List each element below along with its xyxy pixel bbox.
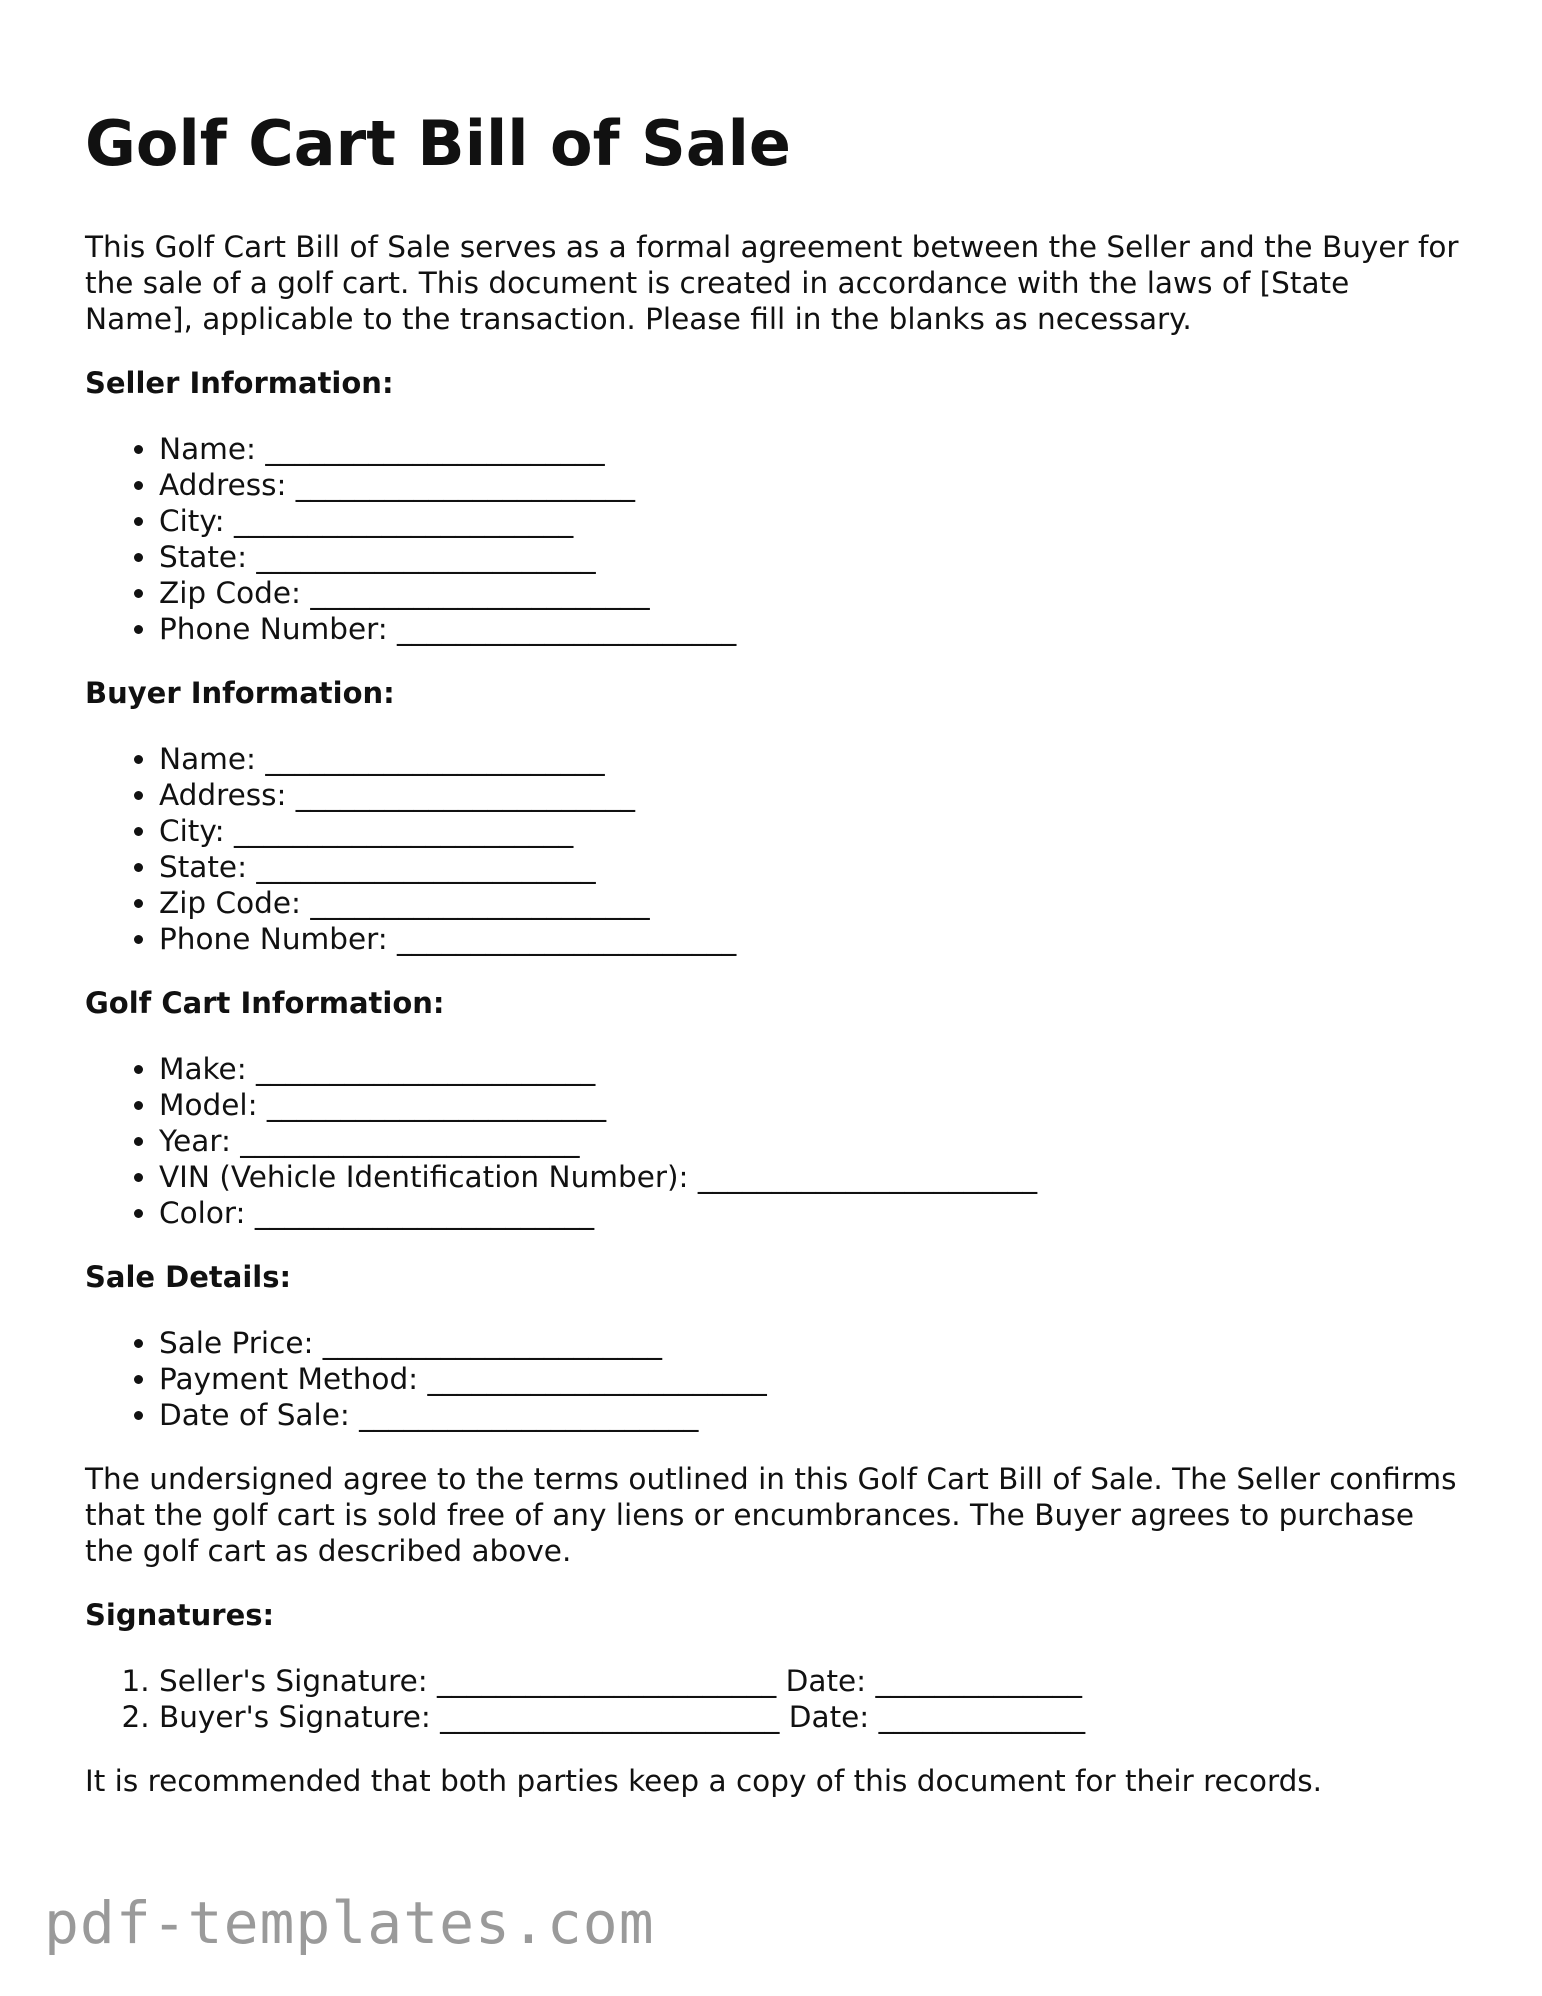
seller-city-field: • City: _______________________	[159, 503, 1465, 539]
watermark: pdf-templates.com	[44, 1889, 655, 1957]
seller-heading: Seller Information:	[85, 366, 394, 400]
document-title: Golf Cart Bill of Sale	[85, 107, 791, 180]
cart-vin-field: • VIN (Vehicle Identification Number): _______________________	[159, 1159, 1465, 1195]
date-of-sale-field: • Date of Sale: _______________________	[159, 1397, 1465, 1433]
buyer-phone-field: • Phone Number: _______________________	[159, 921, 1465, 957]
buyer-city-field: • City: _______________________	[159, 813, 1465, 849]
cart-year-field: • Year: _______________________	[159, 1123, 1465, 1159]
agreement-paragraph: The undersigned agree to the terms outlined in this Golf Cart Bill of Sale. The Seller confirms that the golf cart is sold free of any liens or encumbrances. The Buyer agrees to purchase the golf cart as described above.	[85, 1462, 1457, 1568]
cart-color-field: • Color: _______________________	[159, 1195, 1465, 1231]
seller-phone-field: • Phone Number: _______________________	[159, 611, 1465, 647]
cart-make-field: • Make: _______________________	[159, 1051, 1465, 1087]
seller-list	[85, 431, 1465, 647]
seller-zip-field: • Zip Code: _______________________	[159, 575, 1465, 611]
buyer-list	[85, 741, 1465, 957]
sale-heading: Sale Details:	[85, 1260, 292, 1294]
recommendation-paragraph: It is recommended that both parties keep a copy of this document for their records.	[85, 1764, 1323, 1798]
sale-price-field: • Sale Price: _______________________	[159, 1325, 1465, 1361]
signatures-heading: Signatures:	[85, 1598, 275, 1632]
cart-model-field: • Model: _______________________	[159, 1087, 1465, 1123]
seller-address-field: • Address: _______________________	[159, 467, 1465, 503]
cart-list	[85, 1051, 1465, 1231]
payment-method-field: • Payment Method: _______________________	[159, 1361, 1465, 1397]
document-page	[85, 103, 1465, 1799]
buyer-address-field: • Address: _______________________	[159, 777, 1465, 813]
buyer-heading: Buyer Information:	[85, 676, 395, 710]
cart-heading: Golf Cart Information:	[85, 986, 445, 1020]
seller-state-field: • State: _______________________	[159, 539, 1465, 575]
buyer-zip-field: • Zip Code: _______________________	[159, 885, 1465, 921]
seller-name-field: • Name: _______________________	[159, 431, 1465, 467]
buyer-signature-line: 2. Buyer's Signature: _______________________ Date: ______________	[159, 1699, 1465, 1735]
seller-signature-line: 1. Seller's Signature: _______________________ Date: ______________	[159, 1663, 1465, 1699]
signatures-list	[85, 1663, 1465, 1735]
sale-list	[85, 1325, 1465, 1433]
buyer-state-field: • State: _______________________	[159, 849, 1465, 885]
buyer-name-field: • Name: _______________________	[159, 741, 1465, 777]
intro-paragraph: This Golf Cart Bill of Sale serves as a formal agreement between the Seller and the Buyer for the sale of a golf cart. This document is created in accordance with the laws of [State Name], applicable to the transaction. Please fill in the blanks as necessary.	[85, 230, 1459, 336]
